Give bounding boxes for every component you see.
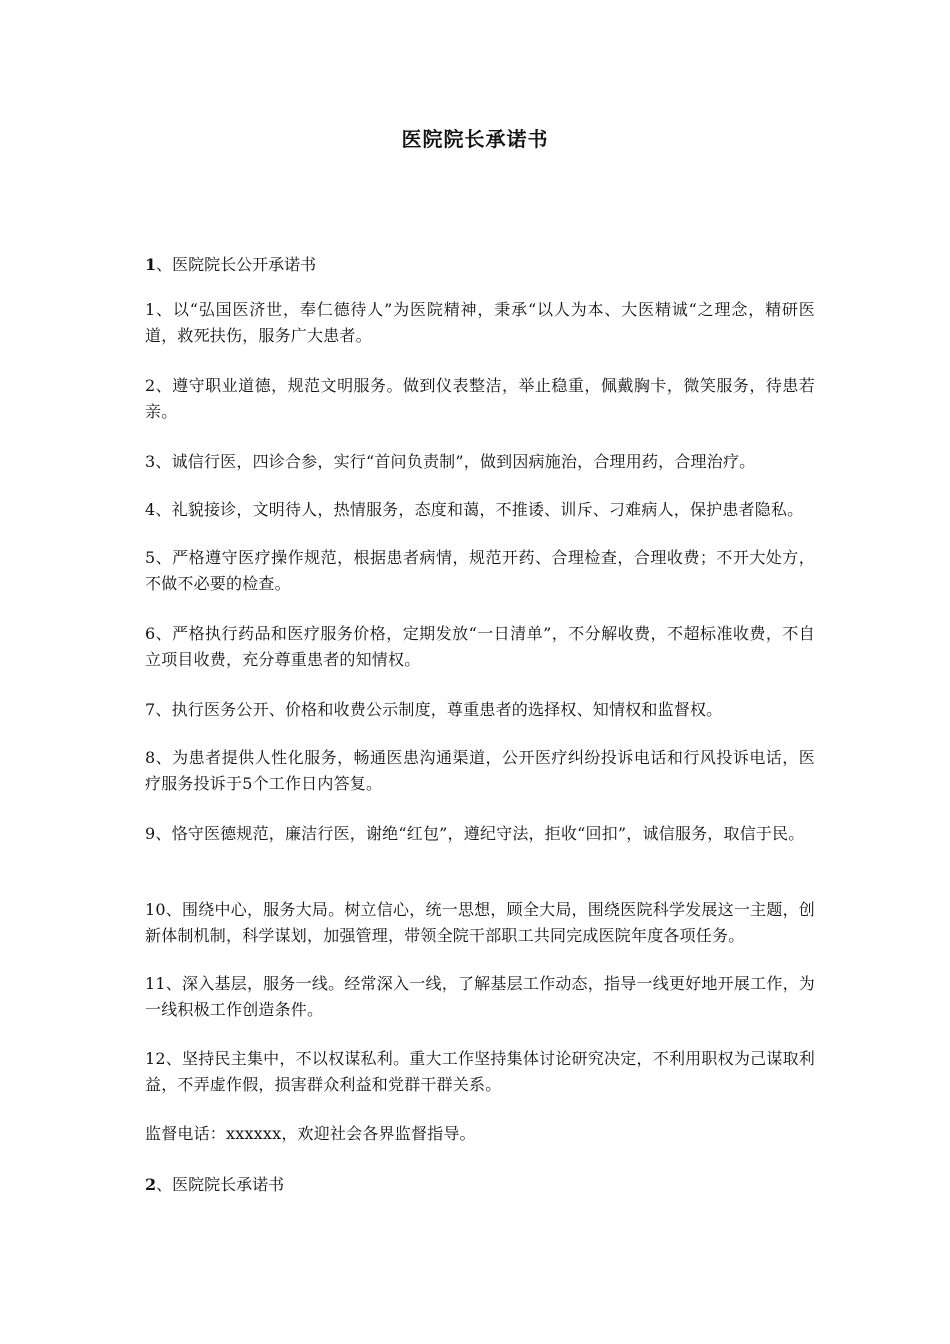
section-number: 2 xyxy=(145,1175,157,1194)
document-title: 医院院长承诺书 xyxy=(401,127,549,151)
list-item: 5、严格遵守医疗操作规范，根据患者病情，规范开药、合理检查，合理收费；不开大处方，不做不必要的检查。 xyxy=(145,548,815,593)
section-separator: 、 xyxy=(156,1175,173,1194)
list-item: 1、以“弘国医济世，奉仁德待人”为医院精神，秉承“以人为本、大医精诚“之理念，精研医道，救死扶伤，服务广大患者。 xyxy=(145,300,815,345)
section-separator: 、 xyxy=(156,255,173,274)
list-item: 6、严格执行药品和医疗服务价格，定期发放“一日清单”，不分解收费，不超标准收费，不自立项目收费，充分尊重患者的知情权。 xyxy=(145,624,815,669)
list-item: 4、礼貌接诊，文明待人，热情服务，态度和蔼，不推诿、训斥、刁难病人，保护患者隐私。 xyxy=(145,500,804,519)
list-item: 10、围绕中心，服务大局。树立信心，统一思想，顾全大局，围绕医院科学发展这一主题，创新体制机制，科学谋划，加强管理，带领全院干部职工共同完成医院年度各项任务。 xyxy=(145,900,815,945)
list-item: 11、深入基层，服务一线。经常深入一线，了解基层工作动态，指导一线更好地开展工作，为一线积极工作创造条件。 xyxy=(145,974,815,1019)
section-heading-2 xyxy=(145,1172,284,1195)
list-item: 12、坚持民主集中，不以权谋私利。重大工作坚持集体讨论研究决定，不利用职权为己谋取利益，不弄虚作假，损害群众利益和党群干群关系。 xyxy=(145,1049,815,1094)
list-item: 9、恪守医德规范，廉洁行医，谢绝“红包”，遵纪守法，拒收“回扣”，诚信服务，取信于民。 xyxy=(145,824,805,843)
list-item: 2、遵守职业道德，规范文明服务。做到仪表整洁，举止稳重，佩戴胸卡，微笑服务，待患若亲。 xyxy=(145,376,815,421)
hotline-note: 监督电话：xxxxxx，欢迎社会各界监督指导。 xyxy=(145,1124,476,1143)
list-item: 8、为患者提供人性化服务，畅通医患沟通渠道，公开医疗纠纷投诉电话和行风投诉电话，医疗服务投诉于5个工作日内答复。 xyxy=(145,748,815,793)
section-number: 1 xyxy=(145,255,157,274)
list-item: 3、诚信行医，四诊合参，实行“首问负责制”，做到因病施治，合理用药，合理治疗。 xyxy=(145,452,756,471)
section-heading-1 xyxy=(145,252,316,275)
section-title: 医院院长公开承诺书 xyxy=(172,255,317,274)
section-title: 医院院长承诺书 xyxy=(172,1175,285,1194)
list-item: 7、执行医务公开、价格和收费公示制度，尊重患者的选择权、知情权和监督权。 xyxy=(145,700,723,719)
